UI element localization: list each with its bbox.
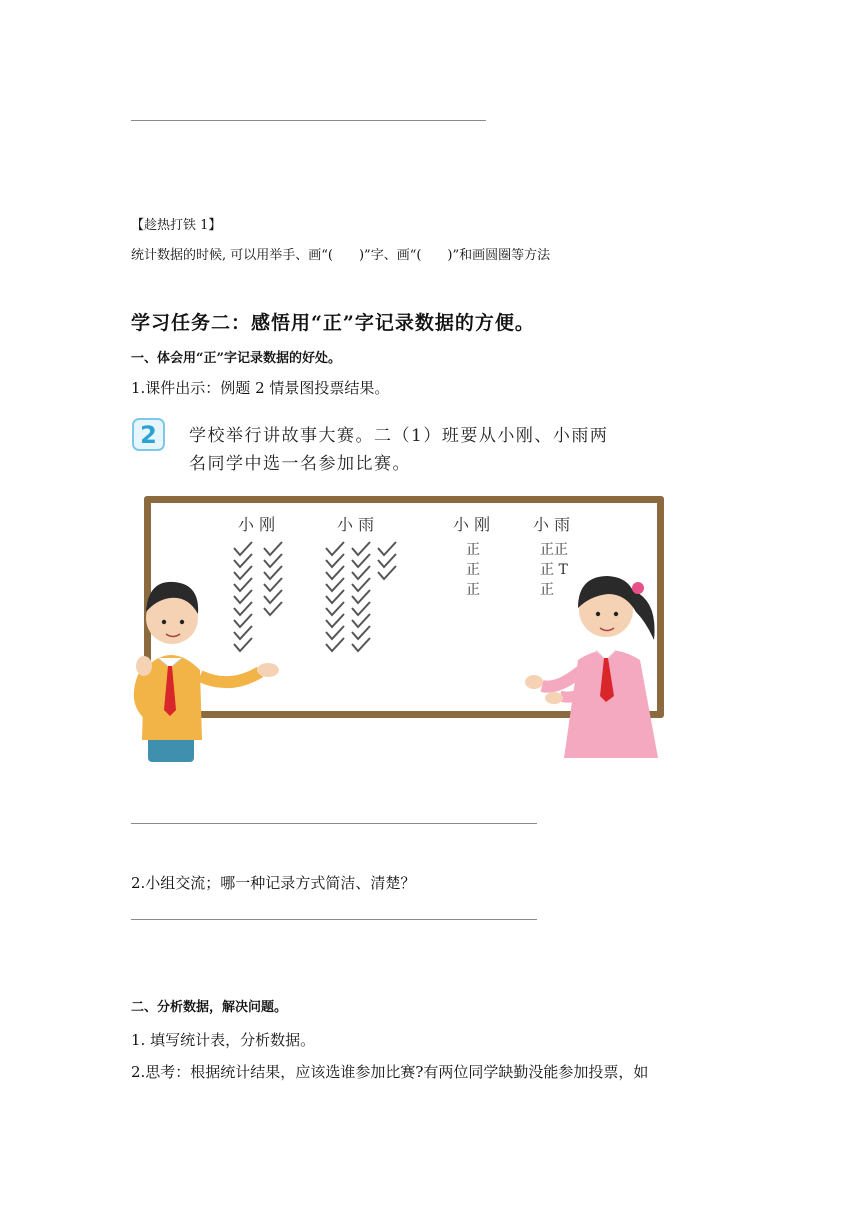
example-line-1: 学校举行讲故事大赛。二（1）班要从小刚、小雨两 — [189, 426, 609, 446]
zheng-xg-3: 正 — [466, 582, 480, 598]
part2-heading: 二、分析数据，解决问题。 — [131, 1000, 288, 1015]
zheng-xg-1: 正 — [466, 542, 480, 558]
item-1: 1.课件出示：例题 2 情景图投票结果。 — [131, 379, 390, 397]
tip-text: 统计数据的时候, 可以用举手、画“( )”字、画“( )”和画圆圈等方法 — [131, 248, 551, 263]
tip-heading: 【趁热打铁 1】 — [131, 218, 222, 233]
header-xiaogang-zheng: 小 刚 — [453, 515, 491, 534]
example-number-badge: 2 — [132, 418, 165, 451]
zheng-xy-2: 正 T — [540, 562, 568, 578]
item-2: 2.小组交流；哪一种记录方式简洁、清楚？ — [131, 874, 416, 892]
header-xiaoyu-checks: 小 雨 — [337, 515, 375, 534]
item-4: 2.思考：根据统计结果，应该选谁参加比赛?有两位同学缺勤没能参加投票，如 — [131, 1063, 649, 1081]
part1-heading: 一、体会用“正”字记录数据的好处。 — [131, 351, 341, 366]
header-xiaogang-checks: 小 刚 — [238, 515, 276, 534]
answer-line-2 — [131, 919, 537, 920]
top-divider — [131, 120, 486, 121]
item-3: 1. 填写统计表，分析数据。 — [131, 1031, 316, 1049]
zheng-xg-2: 正 — [466, 562, 480, 578]
answer-line-1 — [131, 823, 537, 824]
zheng-xy-1: 正正 — [540, 542, 568, 558]
example-line-2: 名同学中选一名参加比赛。 — [189, 454, 411, 474]
vote-board-illustration — [130, 490, 670, 770]
header-xiaoyu-zheng: 小 雨 — [533, 515, 571, 534]
task2-title: 学习任务二：感悟用“正”字记录数据的方便。 — [131, 312, 535, 334]
zheng-xy-3: 正 — [540, 582, 554, 598]
